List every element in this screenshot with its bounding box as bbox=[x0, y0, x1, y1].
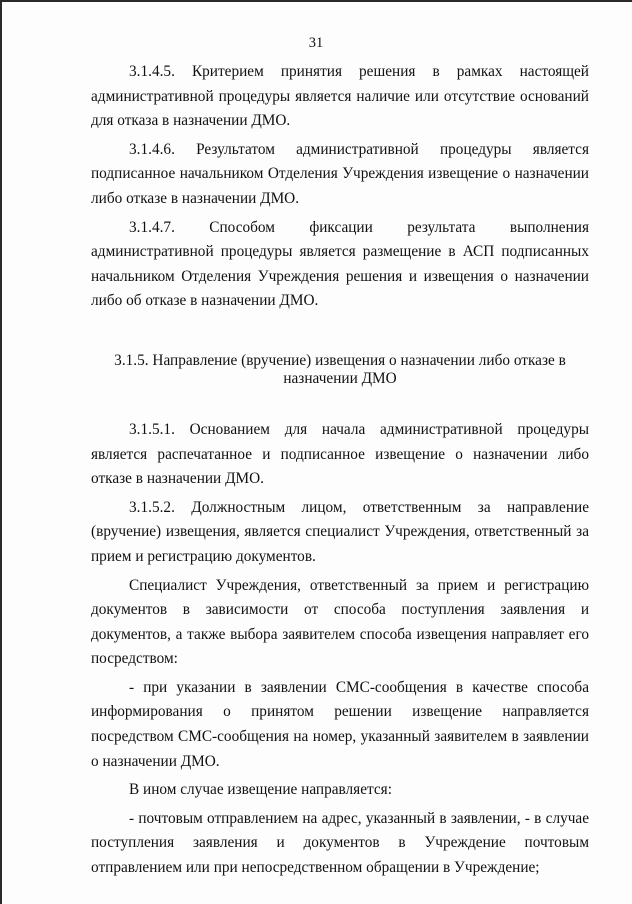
paragraph-otherwise: В ином случае извещение направляется: bbox=[129, 781, 392, 799]
paragraph-3-1-5-2: 3.1.5.2. Должностным лицом, ответственным за направление (вручение) извещения, является специалист Учреждения, ответственный за прием и регистрацию документов. bbox=[91, 498, 589, 565]
paragraph-sms-notice: - при указании в заявлении СМС-сообщения в качестве способа информирования о принятом решении извещение направляется посредством СМС-сообщения на номер, указанный заявителем в заявлении о назначении ДМО. bbox=[91, 678, 589, 770]
paragraph-postal: - почтовым отправлением на адрес, указанный в заявлении, - в случае поступления заявления и документов в Учреждение почтовым отправлением или при непосредственном обращении в Учреждение; bbox=[91, 809, 589, 877]
paragraph-3-1-4-5: 3.1.4.5. Критерием принятия решения в рамках настоящей административной процедуры является наличие или отсутствие оснований для отказа в назначении ДМО. bbox=[91, 63, 589, 130]
document-body bbox=[91, 60, 589, 881]
scan-edge-top bbox=[0, 0, 632, 2]
scan-edge-left bbox=[0, 0, 2, 904]
page-number: 31 bbox=[308, 35, 324, 51]
paragraph-specialist: Специалист Учреждения, ответственный за прием и регистрацию документов в зависимости от способа поступления заявления и документов, а также выбора заявителем способа извещения направляет его посредством: bbox=[91, 576, 589, 668]
paragraph-3-1-5-1: 3.1.5.1. Основанием для начала административной процедуры является распечатанное и подписанное извещение о назначении либо отказе в назначении ДМО. bbox=[91, 420, 589, 488]
paragraph-3-1-4-7: 3.1.4.7. Способом фиксации результата выполнения административной процедуры является размещение в АСП подписанных начальником Отделения Учреждения решения и извещения о назначении либо об отказе в назначении ДМО. bbox=[91, 218, 589, 310]
section-heading-3-1-5: 3.1.5. Направление (вручение) извещения о назначении либо отказе в назначении ДМО bbox=[114, 351, 566, 387]
paragraph-3-1-4-6: 3.1.4.6. Результатом административной процедуры является подписанное начальником Отделения Учреждения извещение о назначении либо отказе в назначении ДМО. bbox=[91, 140, 589, 207]
